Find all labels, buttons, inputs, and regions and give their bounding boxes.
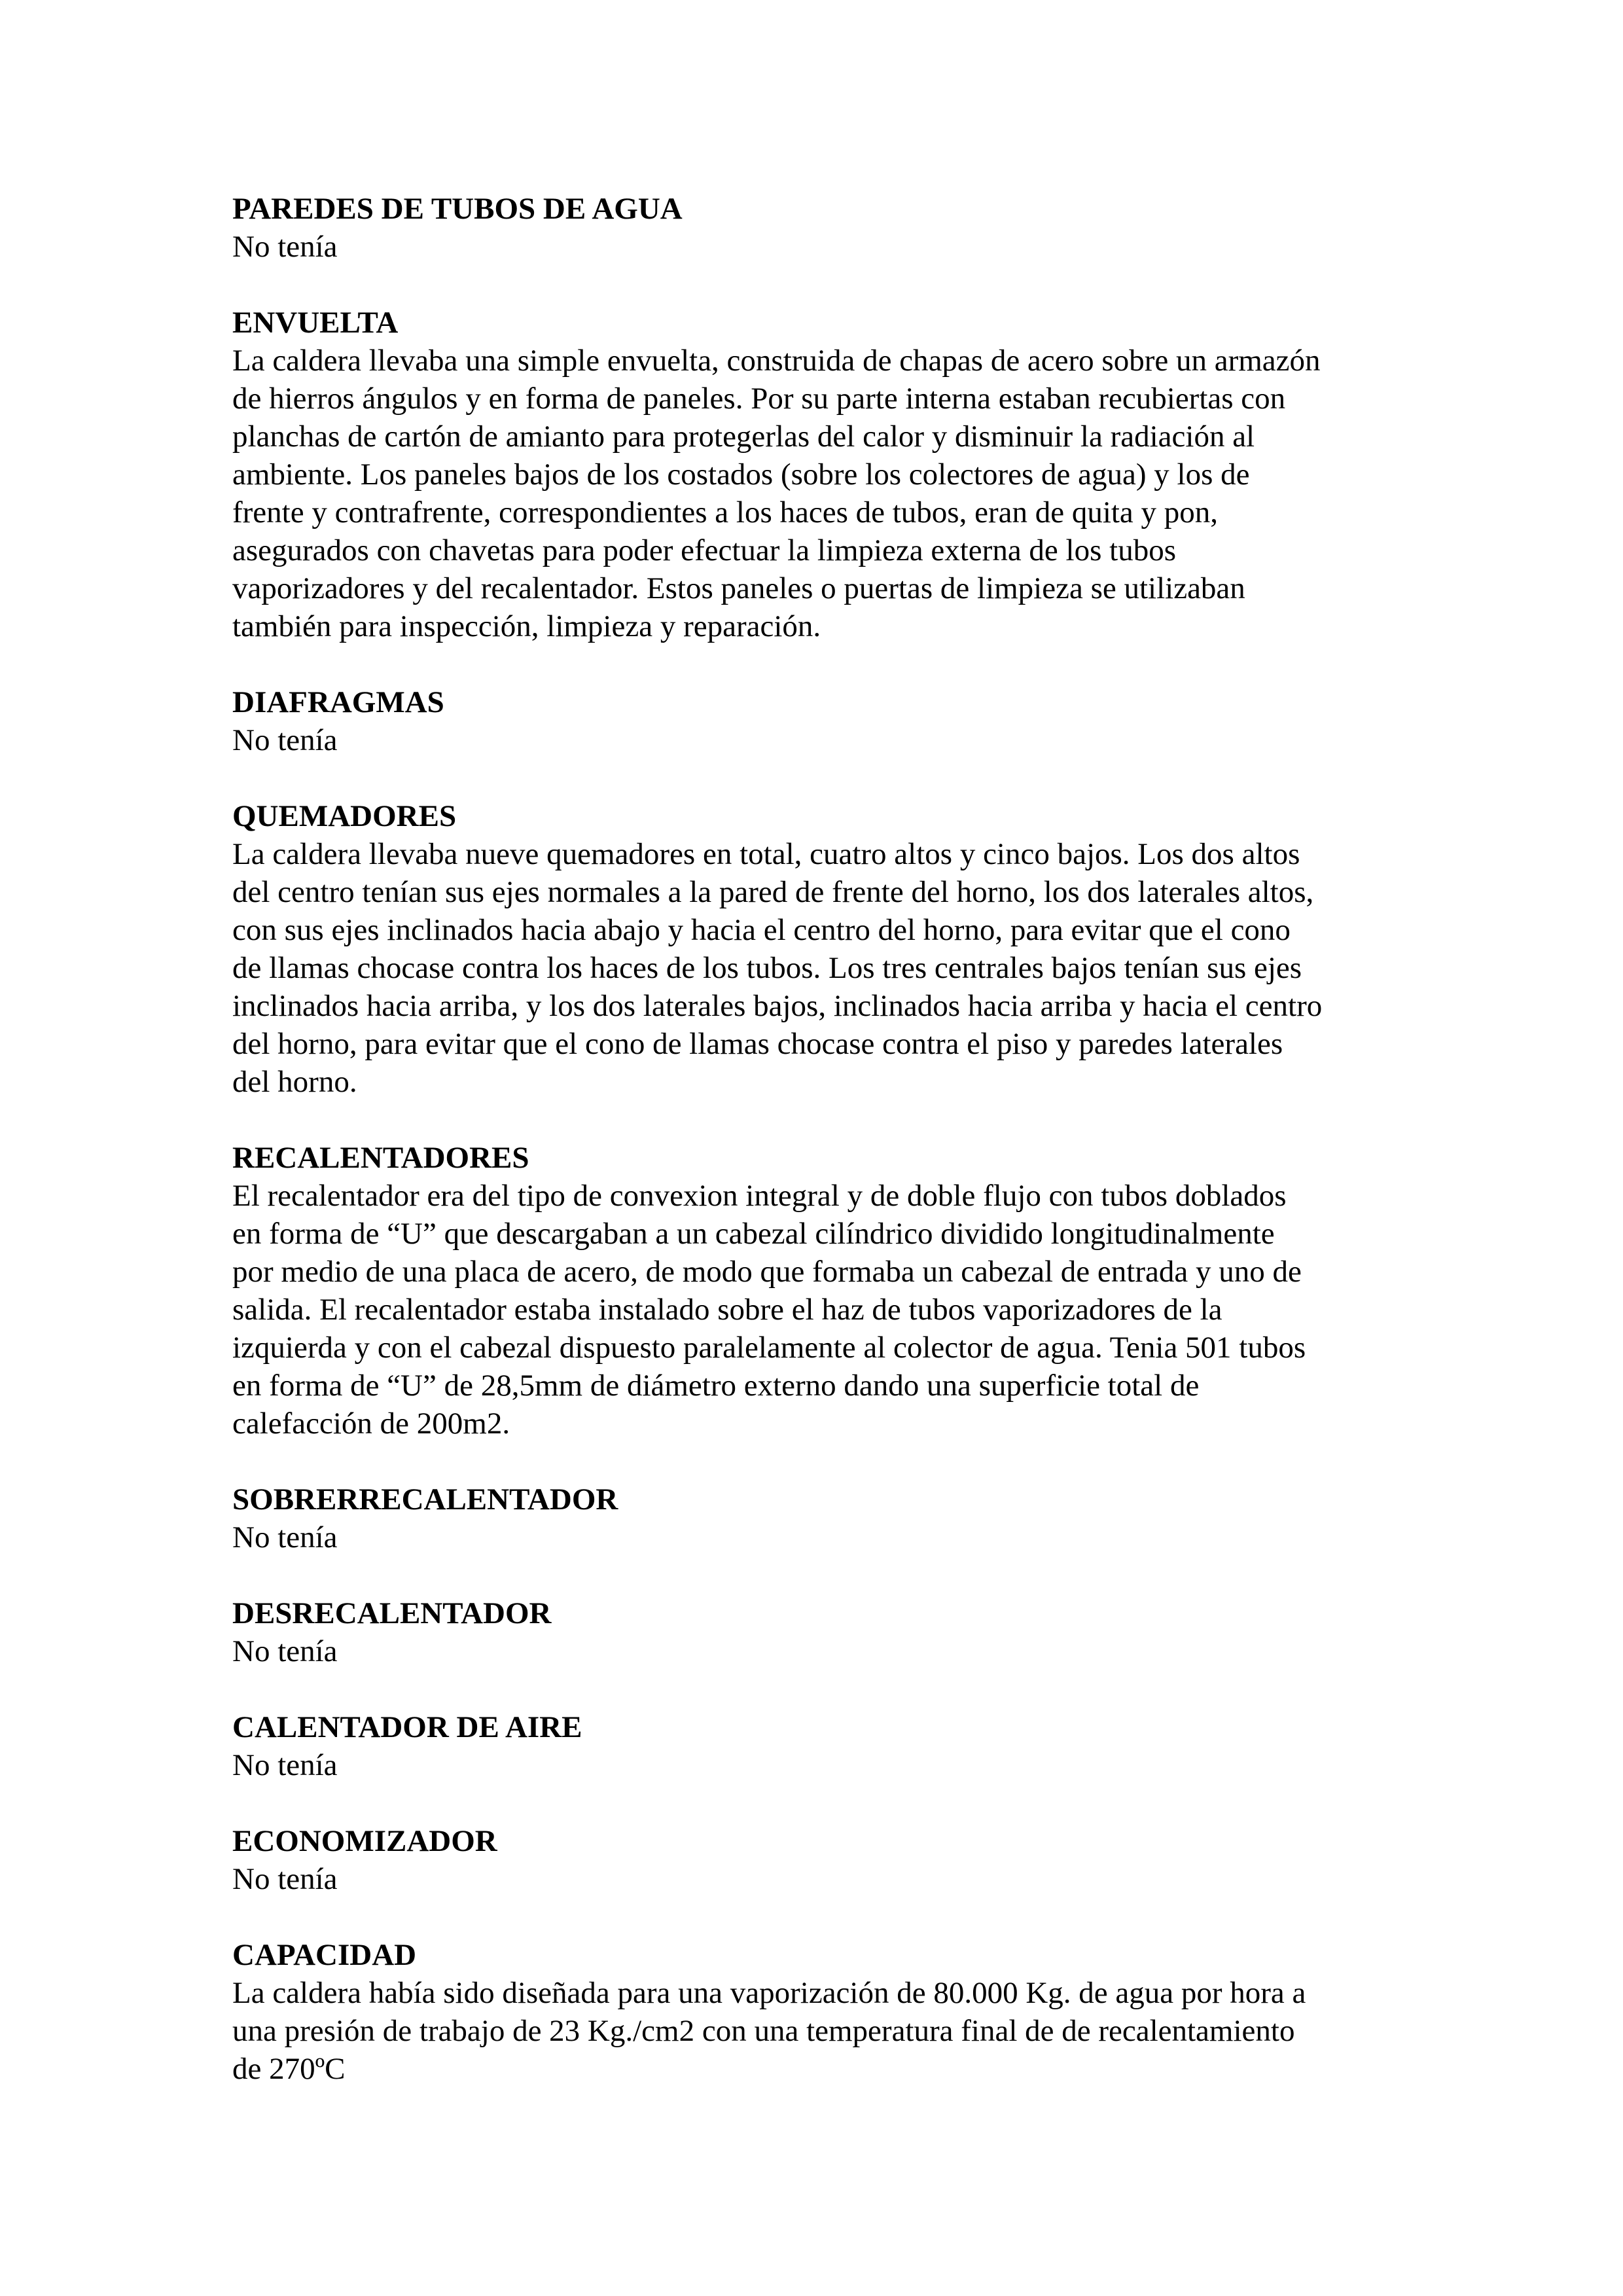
- section-text: [232, 1974, 1410, 2088]
- text-line: del horno.: [232, 1065, 357, 1099]
- section-heading: SOBRERRECALENTADOR: [232, 1482, 618, 1516]
- text-line: inclinados hacia arriba, y los dos laterales bajos, inclinados hacia arriba y hacia el centro: [232, 989, 1323, 1023]
- text-line: No tenía: [232, 230, 338, 264]
- text-line: No tenía: [232, 1520, 338, 1554]
- section-text: [232, 1518, 1410, 1556]
- section-heading: RECALENTADORES: [232, 1141, 529, 1175]
- section-desrecalentador: [232, 1594, 1410, 1670]
- text-line: de hierros ángulos y en forma de paneles. Por su parte interna estaban recubiertas con: [232, 382, 1286, 416]
- section-heading: CALENTADOR DE AIRE: [232, 1710, 582, 1744]
- section-text: [232, 721, 1410, 759]
- text-line: vaporizadores y del recalentador. Estos paneles o puertas de limpieza se utilizaban: [232, 571, 1245, 605]
- text-line: La caldera llevaba nueve quemadores en total, cuatro altos y cinco bajos. Los dos altos: [232, 837, 1300, 871]
- section-heading: ENVUELTA: [232, 306, 399, 340]
- section-heading: DESRECALENTADOR: [232, 1596, 552, 1630]
- section-heading: QUEMADORES: [232, 799, 457, 833]
- text-line: en forma de “U” que descargaban a un cabezal cilíndrico dividido longitudinalmente: [232, 1217, 1275, 1251]
- section-text: [232, 1860, 1410, 1898]
- text-line: de llamas chocase contra los haces de los tubos. Los tres centrales bajos tenían sus ejes: [232, 951, 1302, 985]
- section-text: [232, 1746, 1410, 1784]
- text-line: No tenía: [232, 1862, 338, 1896]
- section-heading: CAPACIDAD: [232, 1938, 417, 1972]
- text-line: en forma de “U” de 28,5mm de diámetro externo dando una superficie total de: [232, 1369, 1200, 1403]
- section-heading: DIAFRAGMAS: [232, 685, 444, 719]
- text-line: del centro tenían sus ejes normales a la pared de frente del horno, los dos laterales altos,: [232, 875, 1314, 909]
- section-heading: PAREDES DE TUBOS DE AGUA: [232, 192, 683, 226]
- section-envuelta: [232, 304, 1410, 645]
- text-line: ambiente. Los paneles bajos de los costados (sobre los colectores de agua) y los de: [232, 457, 1250, 492]
- document-body: [232, 190, 1410, 2126]
- section-quemadores: [232, 797, 1410, 1101]
- text-line: No tenía: [232, 1748, 338, 1782]
- section-sobrerrecalentador: [232, 1480, 1410, 1556]
- text-line: asegurados con chavetas para poder efectuar la limpieza externa de los tubos: [232, 533, 1176, 567]
- text-line: calefacción de 200m2.: [232, 1407, 510, 1441]
- section-text: [232, 342, 1410, 645]
- text-line: también para inspección, limpieza y reparación.: [232, 609, 821, 643]
- section-text: [232, 228, 1410, 266]
- text-line: La caldera llevaba una simple envuelta, construida de chapas de acero sobre un armazón: [232, 344, 1321, 378]
- text-line: de 270ºC: [232, 2052, 346, 2086]
- text-line: una presión de trabajo de 23 Kg./cm2 con una temperatura final de de recalentamiento: [232, 2014, 1295, 2048]
- section-economizador: [232, 1822, 1410, 1898]
- section-paredes-de-tubos-de-agua: [232, 190, 1410, 266]
- text-line: La caldera había sido diseñada para una vaporización de 80.000 Kg. de agua por hora a: [232, 1976, 1306, 2010]
- text-line: planchas de cartón de amianto para protegerlas del calor y disminuir la radiación al: [232, 420, 1255, 454]
- text-line: frente y contrafrente, correspondientes a los haces de tubos, eran de quita y pon,: [232, 495, 1219, 529]
- text-line: No tenía: [232, 1634, 338, 1668]
- text-line: No tenía: [232, 723, 338, 757]
- section-calentador-de-aire: [232, 1708, 1410, 1784]
- text-line: por medio de una placa de acero, de modo que formaba un cabezal de entrada y uno de: [232, 1255, 1302, 1289]
- text-line: con sus ejes inclinados hacia abajo y hacia el centro del horno, para evitar que el cono: [232, 913, 1291, 947]
- text-line: El recalentador era del tipo de convexion integral y de doble flujo con tubos doblados: [232, 1179, 1287, 1213]
- section-text: [232, 835, 1410, 1101]
- text-line: izquierda y con el cabezal dispuesto paralelamente al colector de agua. Tenia 501 tubos: [232, 1331, 1306, 1365]
- section-heading: ECONOMIZADOR: [232, 1824, 497, 1858]
- text-line: del horno, para evitar que el cono de llamas chocase contra el piso y paredes laterales: [232, 1027, 1283, 1061]
- text-line: salida. El recalentador estaba instalado sobre el haz de tubos vaporizadores de la: [232, 1293, 1222, 1327]
- section-capacidad: [232, 1936, 1410, 2088]
- section-text: [232, 1177, 1410, 1443]
- section-text: [232, 1632, 1410, 1670]
- section-diafragmas: [232, 683, 1410, 759]
- section-recalentadores: [232, 1139, 1410, 1443]
